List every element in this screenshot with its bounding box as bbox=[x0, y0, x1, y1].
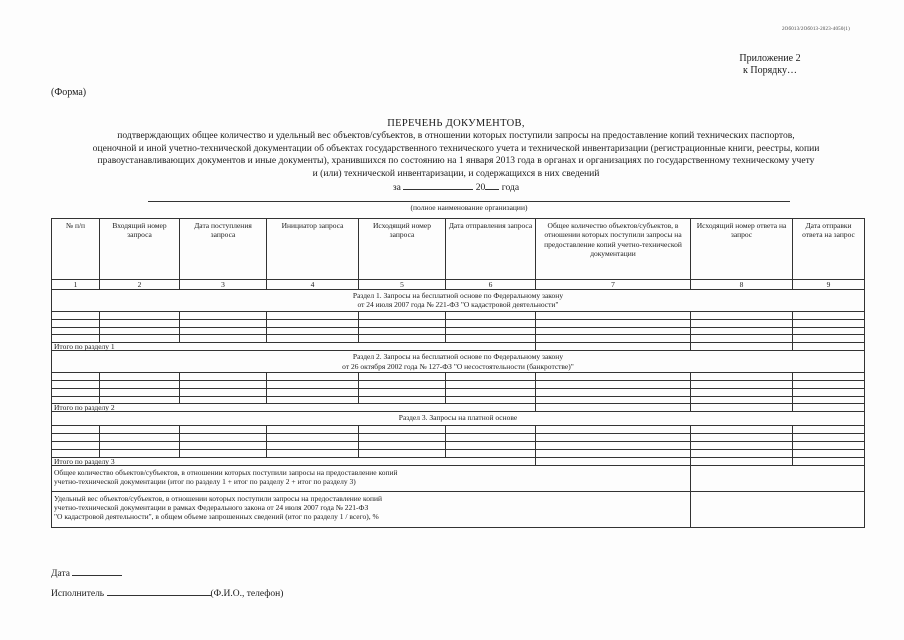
section-1-line-1: Раздел 1. Запросы на бесплатной основе по Федеральному закону bbox=[352, 291, 564, 300]
executor-label: Исполнитель bbox=[51, 589, 105, 599]
table-row bbox=[52, 335, 865, 343]
total-row-3 bbox=[52, 457, 865, 465]
header-cell: Общее количество объектов/субъектов, в отношении которых поступили запросы на предоставление копий учетно-технической документации bbox=[536, 219, 691, 280]
date-label: Дата bbox=[51, 569, 70, 579]
appendix-note bbox=[690, 53, 850, 77]
table-header-row bbox=[52, 219, 865, 280]
document-title bbox=[50, 118, 862, 194]
summary-row-share bbox=[52, 491, 865, 527]
total-row-1 bbox=[52, 343, 865, 351]
period-goda: года bbox=[501, 182, 520, 194]
title-line-3: правоустанавливающих документов и иные документы), хранившихся по состоянию на 1 января 2013 года в органах и организациях по государственному техническому учету bbox=[97, 155, 815, 167]
executor-field bbox=[51, 586, 283, 599]
table-row bbox=[52, 388, 865, 396]
document-code: 2Об013/2Об013-2023-4050(1) bbox=[781, 27, 850, 32]
section-1-line-2: от 24 июля 2007 года № 221-ФЗ "О кадастровой деятельности" bbox=[357, 300, 559, 310]
date-field bbox=[51, 566, 122, 579]
column-number: 5 bbox=[359, 280, 446, 290]
section-2-header bbox=[52, 351, 865, 373]
documents-table bbox=[51, 218, 865, 528]
column-number-row bbox=[52, 280, 865, 290]
header-cell: Дата поступления запроса bbox=[180, 219, 267, 280]
date-blank bbox=[72, 566, 122, 576]
section-2-line-1: Раздел 2. Запросы на бесплатной основе по Федеральному закону bbox=[352, 352, 564, 362]
total-label-1: Итого по разделу 1 bbox=[52, 343, 536, 351]
summary-2-line-1: Удельный вес объектов/субъектов, в отношении которых поступили запросы на предоставление копий bbox=[54, 493, 383, 503]
summary-2-line-3: "О кадастровой деятельности", в общем объеме запрошенных сведений (итог по разделу 1 / всего), % bbox=[54, 511, 379, 521]
column-number: 9 bbox=[793, 280, 865, 290]
column-number: 4 bbox=[267, 280, 359, 290]
period-blank bbox=[403, 180, 473, 190]
column-number: 1 bbox=[52, 280, 100, 290]
organization-caption: (полное наименование организации) bbox=[410, 203, 528, 212]
section-1-header bbox=[52, 290, 865, 312]
column-number: 2 bbox=[100, 280, 180, 290]
section-3-header bbox=[52, 412, 865, 426]
executor-hint: (Ф.И.О., телефон) bbox=[210, 589, 284, 599]
title-period bbox=[50, 180, 862, 194]
summary-1-line-2: учетно-технической документации (итог по разделу 1 + итог по разделу 2 + итог по разделу 3) bbox=[54, 476, 356, 486]
header-cell: Исходящий номер ответа на запрос bbox=[691, 219, 793, 280]
table-row bbox=[52, 441, 865, 449]
header-cell: Инициатор запроса bbox=[267, 219, 359, 280]
total-label-3: Итого по разделу 3 bbox=[52, 457, 536, 465]
table-row bbox=[52, 396, 865, 404]
summary-2-value bbox=[691, 491, 865, 527]
table-row bbox=[52, 327, 865, 335]
appendix-line-2: к Порядку… bbox=[743, 65, 797, 76]
column-number: 3 bbox=[180, 280, 267, 290]
period-year: 20 bbox=[475, 182, 486, 194]
executor-blank bbox=[107, 586, 211, 596]
period-za: за bbox=[392, 182, 401, 194]
column-number: 6 bbox=[446, 280, 536, 290]
section-2-line-2: от 26 октября 2002 года № 127-ФЗ "О несостоятельности (банкротстве)" bbox=[342, 361, 574, 371]
header-cell: Дата отправления запроса bbox=[446, 219, 536, 280]
total-label-2: Итого по разделу 2 bbox=[52, 404, 536, 412]
header-cell: Дата отправки ответа на запрос bbox=[793, 219, 865, 280]
table-row bbox=[52, 449, 865, 457]
header-cell: № п/п bbox=[52, 219, 100, 280]
header-cell: Исходящий номер запроса bbox=[359, 219, 446, 280]
title-line-4: и (или) технической инвентаризации, и содержащихся в них сведений bbox=[312, 167, 600, 179]
column-number: 7 bbox=[536, 280, 691, 290]
year-blank bbox=[485, 180, 499, 190]
table-row bbox=[52, 312, 865, 320]
total-row-2 bbox=[52, 404, 865, 412]
appendix-line-1: Приложение 2 bbox=[739, 53, 801, 64]
summary-1-value bbox=[691, 465, 865, 491]
table-row bbox=[52, 380, 865, 388]
section-3-title: Раздел 3. Запросы на платной основе bbox=[52, 412, 865, 426]
table-row bbox=[52, 426, 865, 434]
summary-2-line-2: учетно-технической документации в рамках Федерального закона от 24 июля 2007 года № 221-ФЗ bbox=[54, 502, 369, 512]
title-line-1: подтверждающих общее количество и удельный вес объектов/субъектов, в отношении которых поступили запросы на предоставление копий технических паспортов, bbox=[117, 130, 795, 142]
table-row bbox=[52, 319, 865, 327]
title-main: ПЕРЕЧЕНЬ ДОКУМЕНТОВ, bbox=[387, 118, 525, 129]
header-cell: Входящий номер запроса bbox=[100, 219, 180, 280]
summary-1-line-1: Общее количество объектов/субъектов, в отношении которых поступили запросы на предоставление копий bbox=[54, 467, 398, 477]
summary-row-total-count bbox=[52, 465, 865, 491]
table-row bbox=[52, 373, 865, 381]
organization-name-line bbox=[148, 201, 790, 202]
form-label: (Форма) bbox=[51, 87, 87, 98]
title-line-2: оценочной и иной учетно-технической документации об объектах государственного технического учета и технической инвентаризации (регистрационные книги, реестры, копии bbox=[92, 142, 820, 154]
column-number: 8 bbox=[691, 280, 793, 290]
table-row bbox=[52, 434, 865, 442]
